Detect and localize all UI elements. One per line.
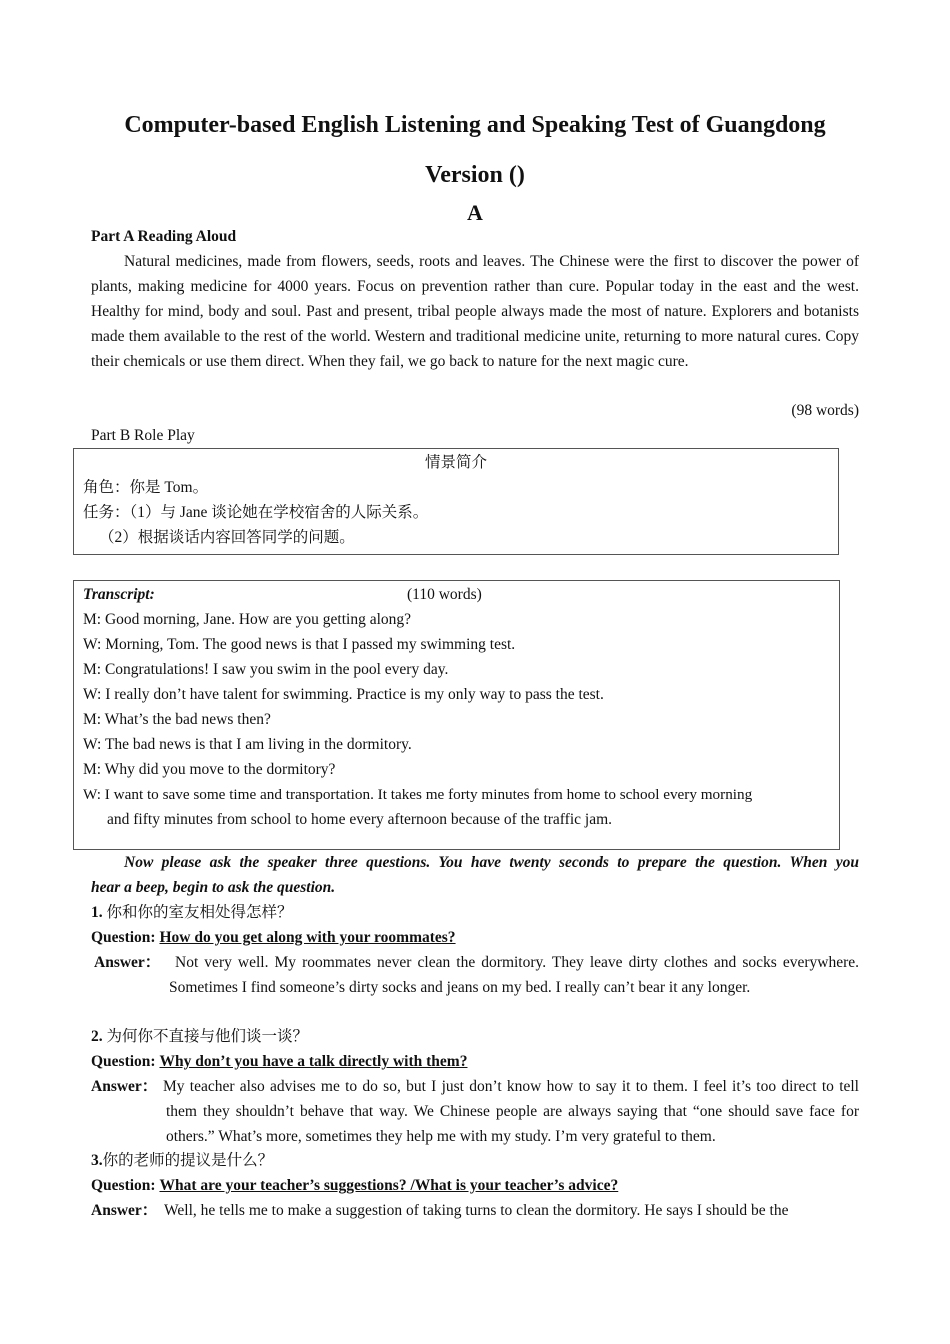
transcript-line: W: The bad news is that I am living in the dormitory.: [83, 736, 412, 753]
transcript-word-count: (110 words): [407, 586, 482, 603]
question-prompt-1: 1. 你和你的室友相处得怎样？: [91, 904, 293, 921]
scenario-title: 情景简介: [424, 454, 487, 471]
part-a-word-count: (98 words): [791, 402, 859, 419]
transcript-line: M: Congratulations! I saw you swim in the pool every day.: [83, 661, 449, 678]
document-variant: A: [467, 200, 483, 225]
transcript-box: [73, 580, 840, 850]
question-1: Question: How do you get along with your roommates?: [91, 929, 456, 946]
transcript-line: M: Good morning, Jane. How are you getting along?: [83, 611, 412, 628]
question-prompt-2: 2. 为何你不直接与他们谈一谈？: [91, 1028, 309, 1045]
instruction-line-2: hear a beep, begin to ask the question.: [91, 879, 336, 896]
part-b-heading: Part B Role Play: [91, 427, 195, 444]
document-title: Computer-based English Listening and Speaking Test of Guangdong: [124, 112, 826, 138]
transcript-line: W: I really don’t have talent for swimming. Practice is my only way to pass the test.: [83, 686, 604, 703]
transcript-line: W: Morning, Tom. The good news is that I passed my swimming test.: [83, 636, 516, 653]
answer-label-1: Answer：: [94, 954, 161, 971]
document-version: Version (): [425, 162, 525, 188]
answer-1: Not very well. My roommates never clean the dormitory. They leave dirty clothes and socks everywhere. Sometimes I find someone’s dirty socks and jeans on my bed. I really can’t bear it any longer.: [169, 954, 859, 996]
question-2: Question: Why don’t you have a talk directly with them?: [91, 1053, 468, 1070]
question-prompt-3: 3.你的老师的提议是什么？: [91, 1152, 274, 1169]
scenario-task-1: 任务：（1）与 Jane 谈论她在学校宿舍的人际关系。: [83, 504, 429, 521]
transcript-line: W: I want to save some time and transportation. It takes me forty minutes from home to school every morning: [83, 786, 753, 803]
answer-2: My teacher also advises me to do so, but I just don’t know how to say it to them. I feel it’s too direct to tell them they shouldn’t behave that way. We Chinese people are always saying that “one should save face for others.” What’s more, sometimes they help me with my study. I’m very grateful to them.: [163, 1078, 859, 1145]
scenario-task-2: （2）根据谈话内容回答同学的问题。: [99, 529, 355, 546]
instruction-line-1: Now please ask the speaker three questions. You have twenty seconds to prepare the question. When you: [124, 854, 859, 871]
transcript-line: M: Why did you move to the dormitory?: [83, 761, 336, 778]
answer-3: Well, he tells me to make a suggestion of taking turns to clean the dormitory. He says I should be the: [164, 1202, 789, 1219]
answer-label-2: Answer：: [91, 1078, 158, 1095]
transcript-line: and fifty minutes from school to home every afternoon because of the traffic jam.: [107, 811, 613, 828]
transcript-label: Transcript:: [83, 586, 155, 603]
scenario-box: [73, 448, 839, 555]
transcript-line: M: What’s the bad news then?: [83, 711, 271, 728]
scenario-role: 角色：你是 Tom。: [83, 479, 209, 496]
answer-label-3: Answer：: [91, 1202, 158, 1219]
question-3: Question: What are your teacher’s suggestions? /What is your teacher’s advice?: [91, 1177, 619, 1194]
part-a-heading: Part A Reading Aloud: [91, 228, 237, 245]
reading-passage: Natural medicines, made from flowers, seeds, roots and leaves. The Chinese were the first to discover the power of plants, making medicine for 4000 years. Focus on prevention rather than cure. Popular today in the east and the west. Healthy for mind, body and soul. Past and present, tribal people always made the most of nature. Explorers and botanists made them available to the rest of the world. Western and traditional medicine unite, returning to more natural cures. Copy their chemicals or use them direct. When they fail, we go back to nature for the next magic cure.: [91, 253, 859, 370]
